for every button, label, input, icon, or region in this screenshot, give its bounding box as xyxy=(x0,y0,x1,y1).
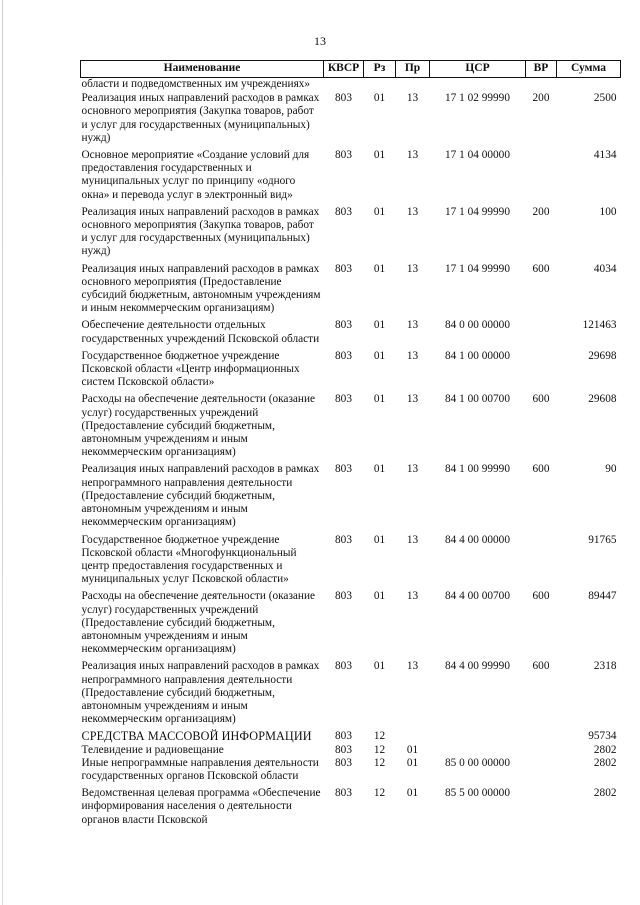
row-csr: 85 5 00 00000 xyxy=(445,787,510,800)
row-sum: 2318 xyxy=(593,660,617,673)
row-name: Государственное бюджетное учреждение Псковской области «Многофункциональный центр предоставления государственных и муниципальных услуг Псковской области» xyxy=(81,533,297,586)
header-csr: ЦСР xyxy=(430,61,526,78)
row-kvsr: 803 xyxy=(335,743,352,756)
row-name: СРЕДСТВА МАССОВОЙ ИНФОРМАЦИИ xyxy=(81,729,312,744)
row-rz xyxy=(364,78,396,93)
row-pr: 13 xyxy=(406,463,419,476)
row-rz: 01 xyxy=(373,533,386,546)
row-csr: 84 1 00 00000 xyxy=(445,349,510,362)
row-rz: 01 xyxy=(373,262,386,275)
row-pr: 13 xyxy=(406,262,419,275)
row-name: Основное мероприятие «Создание условий для предоставления государственных и муниципальных услуг по принципу «одного окна» и перевода услуг в электронный вид» xyxy=(81,149,310,201)
row-pr xyxy=(396,78,430,93)
row-csr: 84 4 00 00000 xyxy=(445,533,510,546)
table-row xyxy=(81,263,621,320)
row-sum: 2802 xyxy=(593,743,617,756)
row-pr: 13 xyxy=(406,660,419,673)
row-rz: 12 xyxy=(373,787,386,800)
row-vr: 600 xyxy=(532,590,550,603)
row-kvsr: 803 xyxy=(335,590,352,603)
table-row xyxy=(81,730,621,743)
row-pr xyxy=(396,730,430,743)
row-sum: 4134 xyxy=(593,149,617,162)
table-row xyxy=(81,787,621,831)
header-vr: ВР xyxy=(526,61,557,78)
row-rz: 12 xyxy=(373,743,386,756)
row-rz: 01 xyxy=(373,349,386,362)
table-row xyxy=(81,92,621,149)
row-vr xyxy=(526,534,557,591)
table-header-row xyxy=(81,61,621,78)
row-vr xyxy=(526,757,557,787)
header-rz: Рз xyxy=(364,61,396,78)
row-kvsr: 803 xyxy=(335,660,352,673)
page-number: 13 xyxy=(314,34,326,48)
row-name: Реализация иных направлений расходов в рамках непрограммного направления деятельности (Предоставление субсидий бюджетным, автономным учреждениям и иным некоммерческим организациям) xyxy=(81,463,320,529)
row-vr xyxy=(526,149,557,206)
row-pr: 13 xyxy=(406,92,419,105)
row-csr: 84 4 00 99990 xyxy=(445,660,510,673)
row-rz: 01 xyxy=(373,149,386,162)
row-kvsr: 803 xyxy=(335,349,352,362)
row-pr: 13 xyxy=(406,205,419,218)
row-vr: 600 xyxy=(532,660,550,673)
row-vr xyxy=(526,787,557,831)
row-sum: 2802 xyxy=(593,756,617,769)
row-rz: 12 xyxy=(373,730,386,743)
header-pr: Пр xyxy=(396,61,430,78)
row-vr xyxy=(526,350,557,394)
row-csr: 17 1 04 00000 xyxy=(445,149,510,162)
row-name: Реализация иных направлений расходов в рамках непрограммного направления деятельности (Предоставление субсидий бюджетным, автономным учреждениям и иным некоммерческим организациям) xyxy=(81,660,320,726)
row-pr: 13 xyxy=(406,349,419,362)
table-row xyxy=(81,744,621,757)
row-sum: 100 xyxy=(599,205,617,218)
row-sum: 29698 xyxy=(588,349,617,362)
table-row xyxy=(81,393,621,463)
table-row xyxy=(81,206,621,263)
row-pr: 13 xyxy=(406,393,419,406)
budget-table xyxy=(80,60,621,831)
row-kvsr: 803 xyxy=(335,533,352,546)
table-row xyxy=(81,149,621,206)
row-sum: 90 xyxy=(605,463,617,476)
row-vr: 200 xyxy=(532,92,550,105)
row-sum: 89447 xyxy=(588,590,617,603)
row-rz: 01 xyxy=(373,590,386,603)
row-csr: 17 1 02 99990 xyxy=(445,92,510,105)
row-kvsr: 803 xyxy=(335,756,352,769)
table-row xyxy=(81,463,621,533)
row-kvsr: 803 xyxy=(335,393,352,406)
row-csr: 84 1 00 99990 xyxy=(445,463,510,476)
row-kvsr: 803 xyxy=(335,463,352,476)
row-vr xyxy=(526,319,557,349)
row-name: области и подведомственных им учреждениях» xyxy=(81,78,311,90)
row-csr: 85 0 00 00000 xyxy=(445,756,510,769)
row-sum: 2802 xyxy=(593,787,617,800)
table-row xyxy=(81,660,621,730)
row-name: Реализация иных направлений расходов в рамках основного мероприятия (Закупка товаров, работ и услуг для государственных (муниципальных) нужд) xyxy=(81,92,320,144)
row-kvsr: 803 xyxy=(335,149,352,162)
row-name: Обеспечение деятельности отдельных государственных учреждений Псковской области xyxy=(81,319,320,345)
header-sum: Сумма xyxy=(557,61,621,78)
header-kvsr: КВСР xyxy=(324,61,364,78)
row-name: Расходы на обеспечение деятельности (оказание услуг) государственных учреждений (Предоставление субсидий бюджетным, автономным учреждениям и иным некоммерческим организациям) xyxy=(81,590,316,656)
header-name: Наименование xyxy=(81,61,324,78)
table-row xyxy=(81,350,621,394)
row-vr: 600 xyxy=(532,463,550,476)
table-row xyxy=(81,590,621,660)
row-pr: 01 xyxy=(406,787,419,800)
row-pr: 13 xyxy=(406,149,419,162)
row-rz: 01 xyxy=(373,205,386,218)
row-kvsr: 803 xyxy=(335,730,352,743)
row-vr: 200 xyxy=(532,205,550,218)
row-csr: 17 1 04 99990 xyxy=(445,205,510,218)
table-row xyxy=(81,757,621,787)
row-csr: 84 1 00 00700 xyxy=(445,393,510,406)
row-rz: 12 xyxy=(373,756,386,769)
row-pr: 13 xyxy=(406,590,419,603)
row-sum: 2500 xyxy=(593,92,617,105)
row-vr: 600 xyxy=(532,262,550,275)
row-vr xyxy=(526,744,557,757)
row-vr: 600 xyxy=(532,393,550,406)
row-sum: 95734 xyxy=(588,730,617,743)
scan-edge xyxy=(2,0,3,905)
row-kvsr: 803 xyxy=(335,205,352,218)
row-vr xyxy=(526,730,557,743)
row-pr: 13 xyxy=(406,533,419,546)
row-kvsr: 803 xyxy=(335,787,352,800)
row-pr: 01 xyxy=(406,743,419,756)
table-row xyxy=(81,534,621,591)
row-name: Реализация иных направлений расходов в рамках основного мероприятия (Закупка товаров, работ и услуг для государственных (муниципальных) нужд) xyxy=(81,205,320,258)
row-name: Иные непрограммные направления деятельности государственных органов Псковской области xyxy=(81,756,319,782)
row-csr: 17 1 04 99990 xyxy=(445,262,510,275)
row-kvsr: 803 xyxy=(335,319,352,332)
row-rz: 01 xyxy=(373,393,386,406)
row-csr: 84 0 00 00000 xyxy=(445,319,510,332)
row-csr xyxy=(430,78,526,93)
row-kvsr: 803 xyxy=(335,92,352,105)
row-rz: 01 xyxy=(373,92,386,105)
row-name: Государственное бюджетное учреждение Псковской области «Центр информационных систем Псковской области» xyxy=(81,349,300,389)
table-row xyxy=(81,319,621,349)
row-pr: 13 xyxy=(406,319,419,332)
row-sum: 4034 xyxy=(593,262,617,275)
row-pr: 01 xyxy=(406,756,419,769)
row-csr: 84 4 00 00700 xyxy=(445,590,510,603)
row-name: Реализация иных направлений расходов в рамках основного мероприятия (Предоставление субсидий бюджетным, автономным учреждениям и иным некоммерческим организациям) xyxy=(81,262,321,315)
row-rz: 01 xyxy=(373,319,386,332)
row-sum: 121463 xyxy=(582,319,617,332)
row-kvsr xyxy=(324,78,364,93)
row-rz: 01 xyxy=(373,660,386,673)
row-sum: 29608 xyxy=(588,393,617,406)
row-csr xyxy=(430,730,526,743)
row-name: Расходы на обеспечение деятельности (оказание услуг) государственных учреждений (Предоставление субсидий бюджетным, автономным учреждениям и иным некоммерческим организациям) xyxy=(81,393,316,459)
row-name: Ведомственная целевая программа «Обеспечение информирования населения о деятельности органов власти Псковской xyxy=(81,787,321,826)
table-row xyxy=(81,78,621,93)
row-csr xyxy=(430,744,526,757)
row-rz: 01 xyxy=(373,463,386,476)
row-kvsr: 803 xyxy=(335,262,352,275)
row-sum: 91765 xyxy=(588,533,617,546)
row-name: Телевидение и радиовещание xyxy=(81,743,224,756)
row-vr xyxy=(526,78,557,93)
row-sum xyxy=(557,78,621,93)
